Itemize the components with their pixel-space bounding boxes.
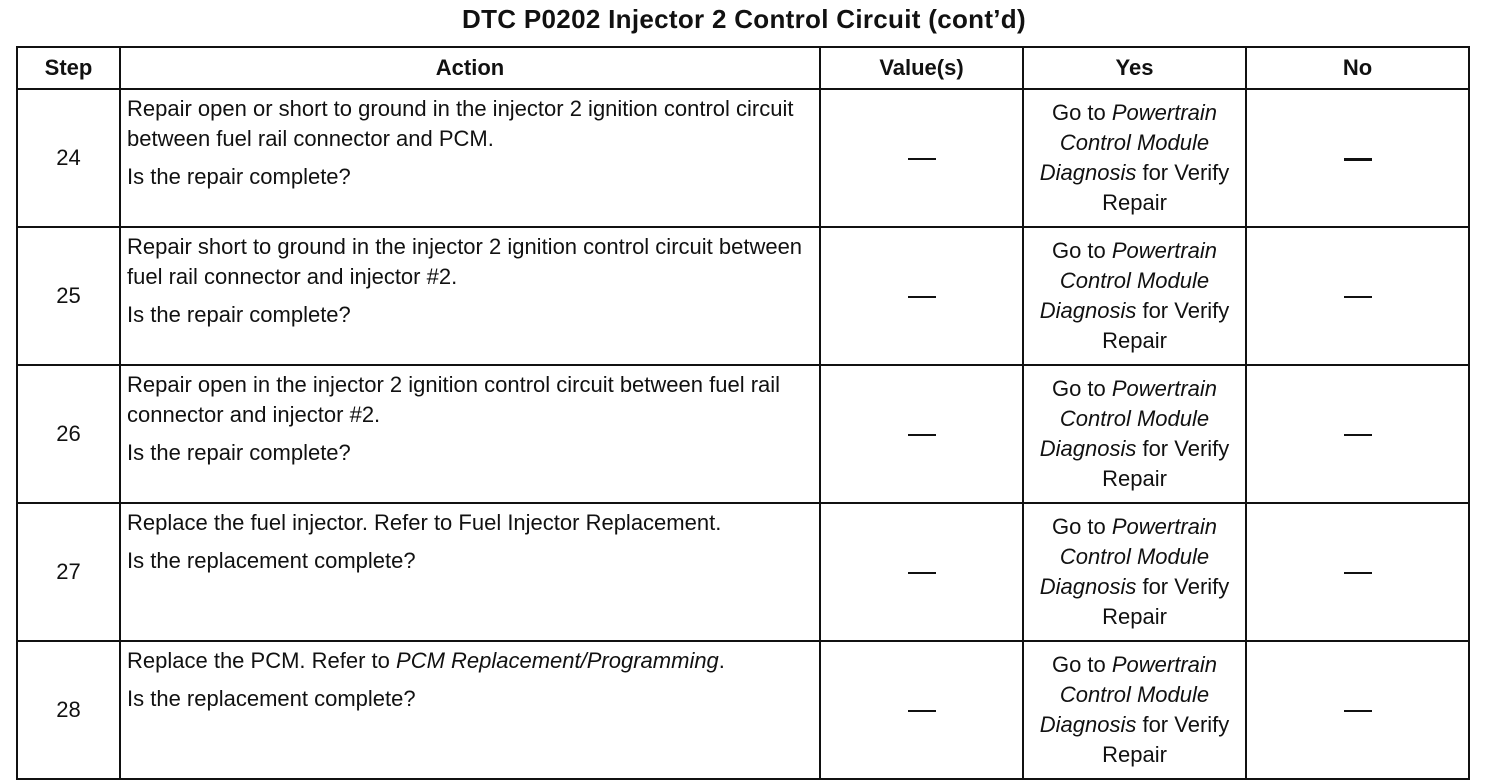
step-number: 24 [17,89,120,227]
action-question: Is the repair complete? [127,440,351,465]
step-number: 27 [17,503,120,641]
yes-prefix: Go to [1051,100,1112,125]
yes-suffix: for Verify Repair [1102,574,1230,629]
table-row [17,89,1469,227]
value-dash [908,434,936,436]
action-instruction [127,94,813,154]
step-number: 25 [17,227,120,365]
yes-prefix: Go to [1051,514,1112,539]
action-instruction [127,370,813,430]
action-cell [120,365,820,503]
yes-suffix: for Verify Repair [1102,298,1230,353]
no-cell [1246,365,1469,503]
yes-suffix: for Verify Repair [1102,712,1230,767]
action-cell [120,641,820,779]
table-header-row [17,47,1469,89]
yes-link: Powertrain Control Module Diagnosis [1039,100,1218,185]
action-question: Is the repair complete? [127,164,351,189]
header-no: No [1246,47,1469,89]
no-dash [1344,572,1372,574]
value-cell [820,89,1023,227]
table-row [17,365,1469,503]
yes-link: Powertrain Control Module Diagnosis [1039,652,1218,737]
yes-cell [1023,503,1246,641]
value-dash [908,296,936,298]
yes-suffix: for Verify Repair [1102,436,1230,491]
no-cell [1246,89,1469,227]
no-cell [1246,641,1469,779]
value-dash [908,572,936,574]
yes-cell [1023,227,1246,365]
yes-link: Powertrain Control Module Diagnosis [1039,376,1218,461]
action-text: Repair short to ground in the injector 2 ignition control circuit between fuel rail connector and injector #2. [127,234,803,289]
action-question: Is the replacement complete? [127,548,416,573]
value-cell [820,503,1023,641]
header-yes: Yes [1023,47,1246,89]
action-cell [120,227,820,365]
value-dash [908,158,936,160]
no-dash [1344,296,1372,298]
yes-cell [1023,365,1246,503]
action-instruction [127,232,813,292]
table-row [17,641,1469,779]
action-text: Repair open in the injector 2 ignition control circuit between fuel rail connector and injector #2. [127,372,781,427]
action-instruction [127,508,813,538]
header-step: Step [17,47,120,89]
value-dash [908,710,936,712]
yes-suffix: for Verify Repair [1102,160,1230,215]
yes-link: Powertrain Control Module Diagnosis [1039,514,1218,599]
step-number: 26 [17,365,120,503]
action-reference: PCM Replacement/Programming [396,648,719,673]
no-cell [1246,227,1469,365]
no-dash [1344,158,1372,161]
step-number: 28 [17,641,120,779]
no-dash [1344,710,1372,712]
table-row [17,503,1469,641]
diagnostic-table [16,46,1470,780]
value-cell [820,365,1023,503]
page-title: DTC P0202 Injector 2 Control Circuit (cont’d) [462,4,1026,34]
table-row [17,227,1469,365]
yes-prefix: Go to [1051,652,1112,677]
action-text: Replace the fuel injector. Refer to Fuel Injector Replacement. [127,510,722,535]
no-cell [1246,503,1469,641]
action-question: Is the replacement complete? [127,686,416,711]
yes-cell [1023,641,1246,779]
action-cell [120,89,820,227]
header-action: Action [120,47,820,89]
no-dash [1344,434,1372,436]
action-instruction [127,646,813,676]
yes-link: Powertrain Control Module Diagnosis [1039,238,1218,323]
action-end: . [718,648,725,673]
value-cell [820,641,1023,779]
yes-prefix: Go to [1051,376,1112,401]
yes-prefix: Go to [1051,238,1112,263]
header-values: Value(s) [820,47,1023,89]
action-text: Repair open or short to ground in the injector 2 ignition control circuit between fuel rail connector and PCM. [127,96,794,151]
action-cell [120,503,820,641]
action-text: Replace the PCM. Refer to [127,648,397,673]
action-question: Is the repair complete? [127,302,351,327]
value-cell [820,227,1023,365]
yes-cell [1023,89,1246,227]
